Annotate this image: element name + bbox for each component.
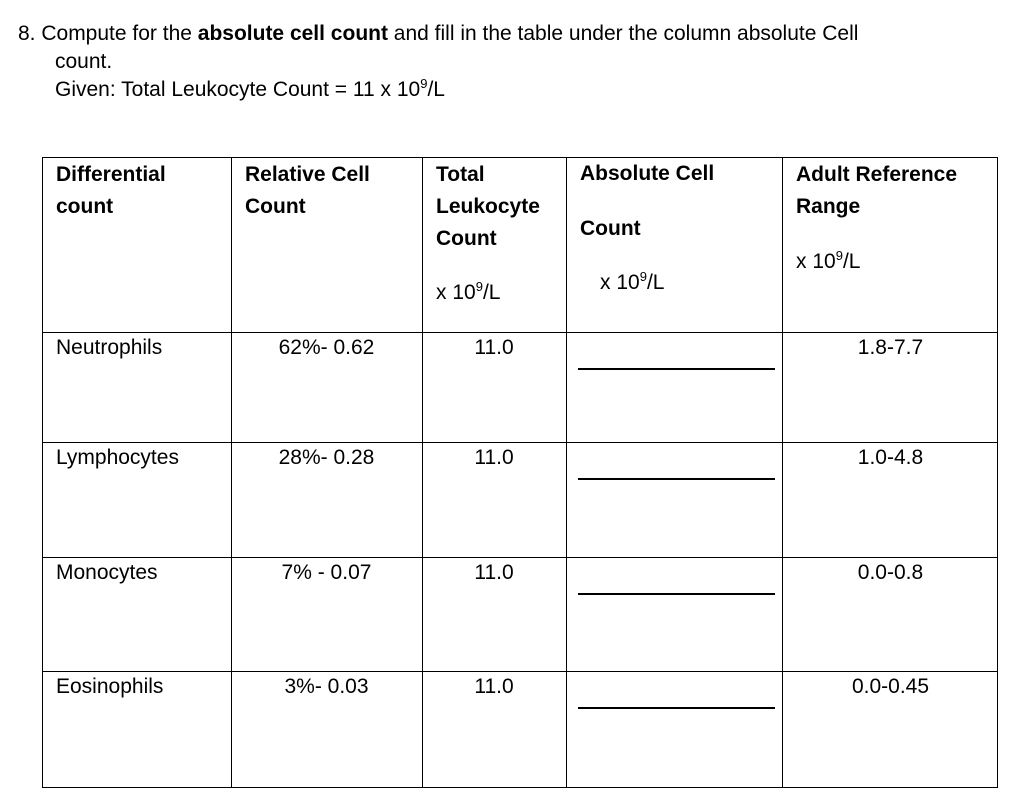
header-differential-count: Differential count [56,163,166,218]
row-lymphocytes-range: 1.0-4.8 [857,446,924,469]
row-neutrophils-absolute-blank[interactable] [578,368,775,370]
row-monocytes-total: 11.0 [474,561,514,584]
question-line-2: count. [55,50,113,73]
row-lymphocytes-relative: 28%- 0.28 [278,446,375,469]
column-divider-3 [566,158,567,787]
question-line-1 [18,20,1018,48]
row-lymphocytes-absolute-blank[interactable] [578,478,775,480]
header-absolute-cell: Absolute Cell [580,162,715,185]
row-lymphocytes-total: 11.0 [474,446,514,469]
question-prefix: 8. Compute for the [18,22,198,45]
given-unit: /L [427,78,445,101]
given-label: Given: Total Leukocyte Count = 11 x 10 [55,78,421,101]
question-bold-phrase: absolute cell count [197,22,388,45]
row-neutrophils-range: 1.8-7.7 [857,336,924,359]
row-monocytes-relative: 7% - 0.07 [281,561,372,584]
row-eosinophils-range: 0.0-0.45 [851,675,930,698]
row-monocytes-absolute-blank[interactable] [578,593,775,595]
question-line1-rest: and fill in the table under the column absolute Cell [387,22,859,45]
question-text [18,20,1018,104]
row-neutrophils-total: 11.0 [474,336,514,359]
header-absolute-unit: x $10^9/L$ [600,269,665,294]
row-eosinophils-total: 11.0 [474,675,514,698]
header-absolute-count: Count [580,217,641,240]
header-adult-reference-range: Adult Reference Range [796,163,958,218]
header-relative-cell-count: Relative Cell Count [245,163,370,218]
header-total-leukocyte-unit: x $10^9/L$ [436,279,501,304]
row-eosinophils-relative: 3%- 0.03 [284,675,369,698]
given-statement [18,76,1018,104]
absolute-count-table [42,157,998,788]
row-monocytes-cell-type: Monocytes [56,561,158,584]
given-exponent: 9 [420,76,428,91]
row-eosinophils-absolute-blank[interactable] [578,707,775,709]
header-reference-unit: x $10^9/L$ [796,248,861,273]
row-neutrophils-relative: 62%- 0.62 [278,336,375,359]
row-lymphocytes-cell-type: Lymphocytes [56,446,179,469]
row-monocytes-range: 0.0-0.8 [857,561,924,584]
header-total-leukocyte-count: Total Leukocyte Count [436,163,540,250]
row-neutrophils-cell-type: Neutrophils [56,336,163,359]
row-eosinophils-cell-type: Eosinophils [56,675,164,698]
